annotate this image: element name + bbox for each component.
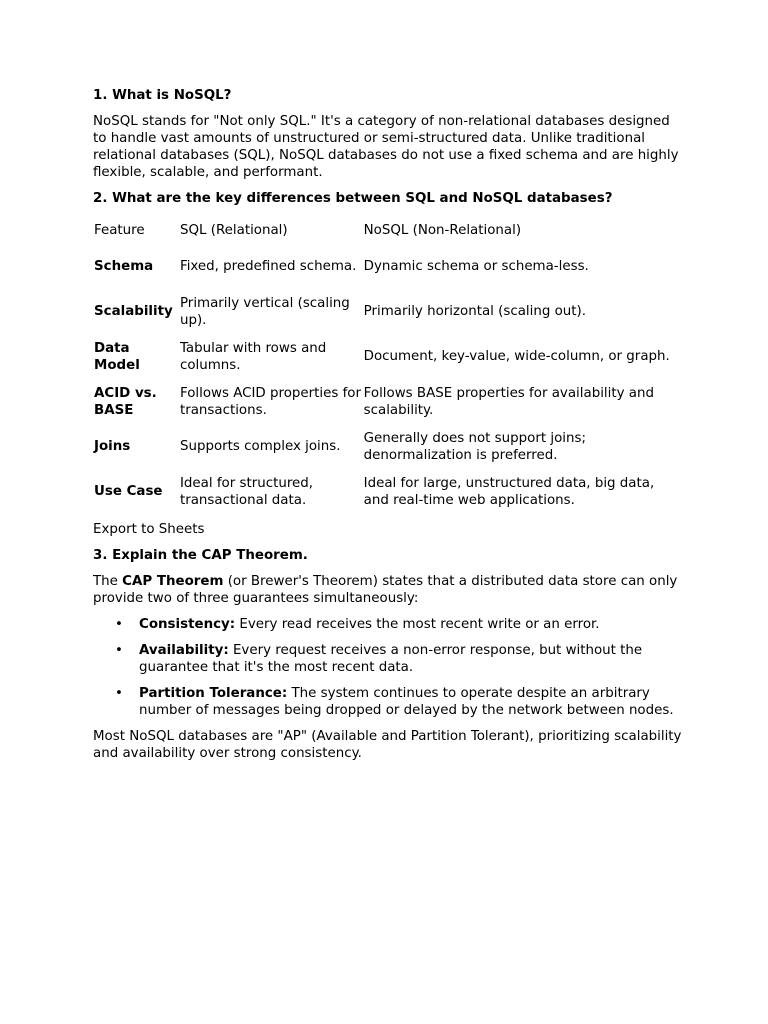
- table-feature-cell: Use Case: [94, 484, 163, 499]
- bullet-text: Every read receives the most recent write or an error.: [235, 617, 600, 632]
- bullet-icon: •: [115, 686, 123, 701]
- table-row: [93, 469, 677, 514]
- table-feature-cell: ACID vs. BASE: [94, 385, 157, 418]
- table-header-cell: Feature: [94, 222, 145, 238]
- bullet-text: The system continues to operate despite an arbitrary number of messages being dropped or delayed by the network between nodes.: [139, 686, 674, 718]
- table-cell: Follows ACID properties for transactions.: [179, 385, 361, 418]
- list-item: [93, 616, 683, 633]
- table-cell: Dynamic schema or schema-less.: [363, 259, 589, 274]
- list-item: [93, 685, 683, 719]
- document-content: [93, 87, 683, 771]
- table-cell: Primarily horizontal (scaling out).: [363, 304, 587, 319]
- section-2-heading: 2. What are the key differences between SQL and NoSQL databases?: [93, 191, 613, 206]
- table-row: [93, 424, 677, 469]
- table-cell: Supports complex joins.: [179, 439, 341, 454]
- section-1-body: NoSQL stands for "Not only SQL." It's a category of non-relational databases designed to handle vast amounts of unstructured or semi-structured data. Unlike traditional relational databases (SQL), NoSQL databases do not use a fixed schema and are highly flexible, scalable, and performant.: [93, 114, 679, 180]
- list-item: [93, 642, 683, 676]
- table-cell: Follows BASE properties for availability and scalability.: [363, 385, 654, 418]
- table-cell: Generally does not support joins; denormalization is preferred.: [363, 430, 586, 463]
- table-header-cell: SQL (Relational): [179, 222, 288, 238]
- bullet-icon: •: [115, 643, 123, 658]
- cap-theorem-term: CAP Theorem: [122, 574, 224, 589]
- bullet-term: Partition Tolerance:: [139, 686, 288, 701]
- section-3-conclusion: Most NoSQL databases are "AP" (Available and Partition Tolerant), prioritizing scalability and availability over strong consistency.: [93, 729, 682, 761]
- table-cell: Fixed, predefined schema.: [179, 259, 357, 274]
- table-feature-cell: Schema: [94, 259, 154, 274]
- table-feature-cell: Joins: [94, 439, 131, 454]
- table-row: [93, 244, 677, 289]
- table-cell: Primarily vertical (scaling up).: [179, 295, 350, 328]
- table-header-row: [93, 216, 677, 244]
- table-header-cell: NoSQL (Non-Relational): [363, 222, 522, 238]
- table-cell: Document, key-value, wide-column, or graph.: [363, 349, 670, 364]
- table-row: [93, 379, 677, 424]
- intro-text: (or Brewer's Theorem) states that a distributed data store can only provide two of three guarantees simultaneously:: [93, 574, 678, 606]
- intro-text: The: [93, 574, 123, 589]
- table-row: [93, 334, 677, 379]
- export-to-sheets-link[interactable]: Export to Sheets: [93, 522, 205, 537]
- table-cell: Ideal for structured, transactional data.: [179, 475, 314, 508]
- comparison-table: [93, 216, 677, 514]
- section-3-intro: [93, 573, 683, 607]
- section-1-heading: 1. What is NoSQL?: [93, 88, 232, 103]
- bullet-term: Availability:: [139, 643, 229, 658]
- table-cell: Ideal for large, unstructured data, big data, and real-time web applications.: [363, 475, 655, 508]
- bullet-text: Every request receives a non-error response, but without the guarantee that it's the most recent data.: [139, 643, 643, 675]
- bullet-icon: •: [115, 617, 123, 632]
- table-feature-cell: Data Model: [94, 340, 140, 373]
- bullet-term: Consistency:: [139, 617, 236, 632]
- cap-guarantees-list: [93, 616, 683, 719]
- table-cell: Tabular with rows and columns.: [179, 340, 327, 373]
- section-3-heading: 3. Explain the CAP Theorem.: [93, 548, 308, 563]
- table-feature-cell: Scalability: [94, 304, 173, 319]
- table-row: [93, 289, 677, 334]
